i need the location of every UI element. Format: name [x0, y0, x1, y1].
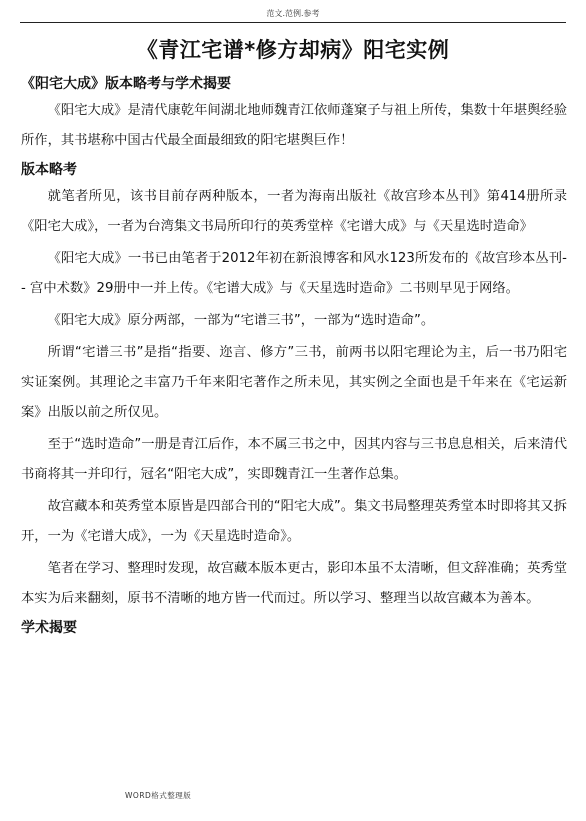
header-divider [20, 22, 566, 23]
version-paragraph-5: 至于“选时造命”一册是青江后作，本不属三书之中，因其内容与三书息息相关，后来清代书商将其一并印行，冠名“阳宅大成”，实即魏青江一生著作总集。 [21, 437, 567, 482]
intro-paragraph: 《阳宅大成》是清代康乾年间湖北地师魏青江依师蓬窠子与祖上所传，集数十年堪舆经验所作，其书堪称中国古代最全面最细致的阳宅堪舆巨作！ [21, 103, 567, 148]
version-paragraph-7: 笔者在学习、整理时发现，故宫藏本版本更古，影印本虽不太清晰，但文辞准确；英秀堂本实为后来翻刻，原书不清晰的地方皆一代而过。所以学习、整理当以故宫藏本为善本。 [21, 561, 567, 606]
version-paragraph-3: 《阳宅大成》原分两部，一部为“宅谱三书”，一部为“选时造命”。 [47, 313, 435, 328]
section-heading-intro: 《阳宅大成》版本略考与学术揭要 [21, 76, 231, 92]
page-title: 《青江宅谱*修方却病》阳宅实例 [136, 38, 450, 62]
section-heading-academic: 学术揭要 [21, 620, 77, 636]
version-paragraph-6: 故宫藏本和英秀堂本原皆是四部合刊的“阳宅大成”。集文书局整理英秀堂本时即将其又拆开，一为《宅谱大成》，一为《天星选时造命》。 [21, 499, 567, 544]
version-paragraph-1: 就笔者所见，该书目前存两种版本，一者为海南出版社《故宫珍本丛刊》第414册所录《阳宅大成》，一者为台湾集文书局所印行的英秀堂梓《宅谱大成》与《天星选时造命》 [21, 189, 567, 234]
document-body [21, 70, 567, 640]
footer-note: WORD格式整理版 [125, 791, 192, 800]
section-heading-version: 版本略考 [21, 162, 77, 178]
version-paragraph-4: 所谓“宅谱三书”是指“指要、迩言、修方”三书，前两书以阳宅理论为主，后一书乃阳宅实证案例。其理论之丰富乃千年来阳宅著作之所未见，其实例之全面也是千年来在《宅运新案》出版以前之所仅见。 [21, 345, 567, 420]
header-note: 范文.范例.参考 [266, 9, 320, 18]
version-paragraph-2: 《阳宅大成》一书已由笔者于2012年初在新浪博客和风水123所发布的《故宫珍本丛刊-- 宫中术数》29册中一并上传。《宅谱大成》与《天星选时造命》二书则早见于网络。 [21, 251, 567, 296]
